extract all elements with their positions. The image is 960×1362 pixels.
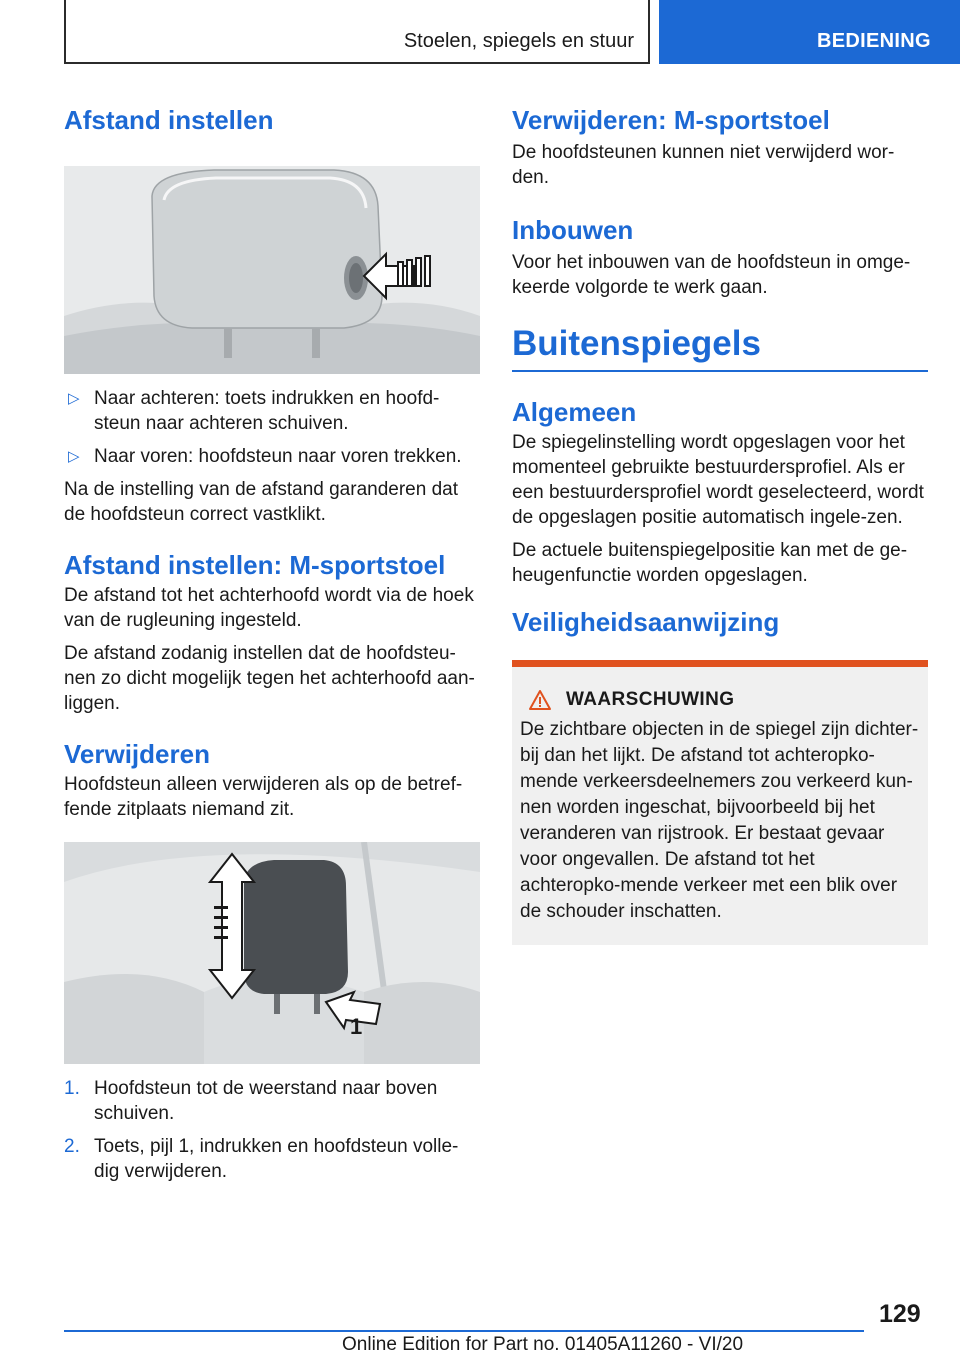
section-title: Stoelen, spiegels en stuur [403, 30, 634, 52]
heading-remove: Verwijderen [64, 739, 210, 769]
heading-mirrors: Buitenspiegels [512, 324, 761, 363]
paragraph: Na de instelling van de afstand garanderen dat de hoofdsteun correct vastklikt. [64, 479, 458, 525]
list-item [64, 1076, 480, 1126]
remove-steps-list [64, 1076, 480, 1184]
paragraph: De afstand zodanig instellen dat de hoofdsteu-nen zo dicht mogelijk tegen het achterhoofd aan-liggen. [64, 643, 475, 714]
paragraph: Voor het inbouwen van de hoofdsteun in omge-keerde volgorde te werk gaan. [512, 252, 911, 298]
triangle-bullet-icon: ▷ [68, 390, 80, 407]
list-item-text: Naar achteren: toets indrukken en hoofd-steun naar achteren schuiven. [94, 388, 440, 434]
list-item-text: Hoofdsteun tot de weerstand naar boven schuiven. [94, 1078, 438, 1124]
left-column [64, 100, 480, 1184]
step-number: 2. [64, 1136, 80, 1157]
list-item [64, 386, 480, 436]
paragraph: De afstand tot het achterhoofd wordt via de hoek van de rugleuning ingesteld. [64, 585, 474, 631]
warning-title: WAARSCHUWING [566, 689, 735, 710]
heading-general: Algemeen [512, 397, 637, 427]
heading-remove-m-sport: Verwijderen: M-sportstoel [512, 105, 830, 135]
list-item-text: Toets, pijl 1, indrukken en hoofdsteun volle-dig verwijderen. [94, 1136, 459, 1182]
warning-box [512, 660, 928, 945]
footer-divider [64, 1330, 864, 1332]
paragraph: De actuele buitenspiegelpositie kan met de ge-heugenfunctie worden opgeslagen. [512, 540, 908, 586]
figure-callout-number: 1 [350, 1014, 363, 1039]
headrest-remove-figure [64, 842, 480, 1064]
list-item-text: Naar voren: hoofdsteun naar voren trekken. [94, 446, 462, 467]
paragraph: De hoofdsteunen kunnen niet verwijderd wor-den. [512, 142, 895, 188]
warning-text: De zichtbare objecten in de spiegel zijn dichter-bij dan het lijkt. De afstand tot achteropko-mende verkeersdeelnemers zou verkeerd kun-nen worden ingeschat, bijvoorbeeld bij het veranderen van rijstrook. Er bestaat gevaar voor ongevallen. De afstand tot het achteropko-mende verkeer met een blik over de schouder inschatten. [520, 719, 919, 922]
headrest-remove-illustration [64, 842, 480, 1064]
step-number: 1. [64, 1078, 80, 1099]
chapter-tab[interactable] [659, 0, 960, 64]
footer-edition: Online Edition for Part no. 01405A11260 - VI/20 [342, 1334, 744, 1355]
distance-bullet-list [64, 386, 480, 469]
page-number: 129 [879, 1300, 921, 1328]
paragraph: De spiegelinstelling wordt opgeslagen voor het momenteel gebruikte bestuurdersprofiel. Als er een bestuurdersprofiel wordt geselecteerd, wordt de opgeslagen positie automatisch ingele-zen. [512, 432, 924, 528]
paragraph: Hoofdsteun alleen verwijderen als op de betref-fende zitplaats niemand zit. [64, 774, 463, 820]
chapter-tab-label: BEDIENING [817, 30, 931, 52]
section-divider [512, 370, 928, 372]
headrest-figure [64, 166, 480, 374]
heading-safety: Veiligheidsaanwijzing [512, 607, 780, 637]
right-column [512, 100, 928, 945]
heading-distance: Afstand instellen [64, 105, 274, 135]
triangle-bullet-icon: ▷ [68, 448, 80, 465]
heading-install: Inbouwen [512, 215, 634, 245]
header-frame [64, 0, 650, 64]
heading-distance-m-sport: Afstand instellen: M-sportstoel [64, 550, 446, 580]
list-item [64, 444, 480, 469]
list-item [64, 1134, 480, 1184]
headrest-illustration [64, 166, 480, 374]
warning-triangle-icon [528, 689, 552, 711]
warning-header [520, 689, 920, 711]
